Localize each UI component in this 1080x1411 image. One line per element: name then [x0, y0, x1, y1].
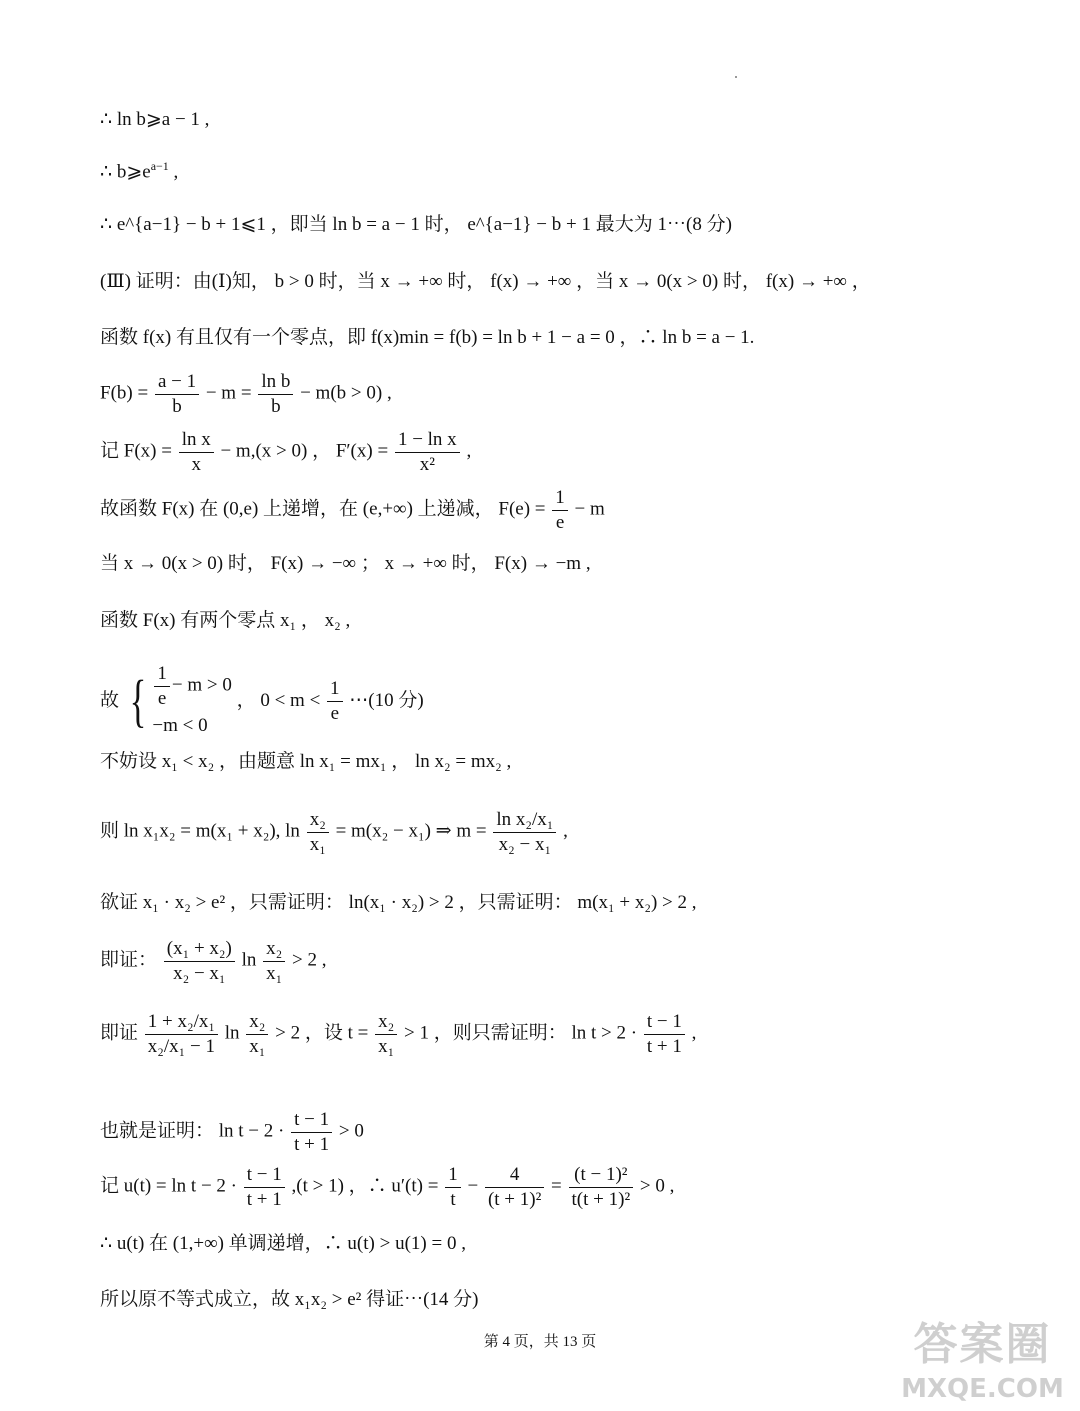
page-footer: 第 4 页，共 13 页 — [483, 1334, 597, 1350]
line-8: 故函数 F(x) 在 (0,e) 上递增，在 (e,+∞) 上递减， F(e) = $\frac{1}{e}$ − m — [100, 487, 605, 533]
inequality-system: $\frac{1}{e}$ − m > 0 −m < 0 — [152, 663, 232, 736]
line-12: 不妨设 x₁ < x₂ ，由题意 ln x₁ = mx₁ ， ln x₂ = mx₂ , — [100, 751, 512, 772]
line-10: 函数 F(x) 有两个零点 x₁ ， x₂ , — [100, 610, 351, 631]
line-7: 记 F(x) = $\frac{\text{ln x}}{x}$ − m,(x > 0) ， F′(x) = $\frac{\text{1 − ln x}}{\text{x²}}$ , — [100, 429, 472, 475]
line-2: ∴ $b⩾e^{a-1}$ , — [100, 159, 179, 183]
line-5: 函数 f(x) 有且仅有一个零点，即 f(x)min = f(b) = ln b + 1 − a = 0 ，∴ ln b = a − 1. — [100, 327, 755, 348]
line-18: 记 u(t) = ln t − 2 · $\frac{t - 1}{t + 1}$ ,(t > 1) ，∴ u′(t) = $\frac{1}{t}$ − $\frac{4}{\text{(t + 1)²}}$ = $\frac{\text{(t − 1)²}}{\text{t(t + 1)²}}$ > 0 , — [100, 1164, 675, 1210]
line-6: F(b) = $\frac{a - 1}{b}$ − m = $\frac{\text{ln b}}{b}$ − m(b > 0) , — [100, 371, 392, 417]
line-17: 也就是证明： ln t − 2 · $\frac{t - 1}{t + 1}$ > 0 — [100, 1109, 364, 1155]
watermark-url: MXQE.COM — [901, 1374, 1064, 1404]
line-11: 故 { $\frac{1}{e}$ − m > 0 −m < 0 ， 0 < m < $\frac{1}{e}$ ⋯(10 分) — [100, 662, 424, 741]
line-3: ∴ e^{a−1} − b + 1⩽1 ，即当 ln b = a − 1 时， e^{a−1} − b + 1 最大为 1⋯(8 分) — [100, 214, 732, 235]
line-13: 则 ln x₁x₂ = m(x₁ + x₂), ln $\frac{\text{x₂}}{\text{x₁}}$ = m(x₂ − x₁) ⇒ m = $\frac{\text{ln x₂/x₁}}{\text{x₂ − x₁}}$ , — [100, 809, 568, 855]
line-4: (Ⅲ) 证明：由(Ⅰ)知， b > 0 时，当 x → +∞ 时， f(x) → +∞ ，当 x → 0(x > 0) 时， f(x) → +∞ ， — [100, 271, 871, 292]
line-1: ∴ ln b⩾a − 1 , — [100, 109, 210, 130]
line-9: 当 x → 0(x > 0) 时， F(x) → −∞ ； x → +∞ 时， F(x) → −m , — [100, 553, 591, 574]
watermark — [895, 1308, 1070, 1408]
line-16: 即证 $\frac{\text{1 + x₂/x₁}}{\text{x₂/x₁ − 1}}$ ln $\frac{\text{x₂}}{\text{x₁}}$ > 2 ，设 t = $\frac{\text{x₂}}{\text{x₁}}$ > 1 ，则只需证明： ln t > 2 · $\frac{t - 1}{t + 1}$ , — [100, 1011, 697, 1057]
stray-dot — [735, 76, 737, 78]
left-brace: { — [129, 668, 147, 734]
line-20: 所以原不等式成立，故 x₁x₂ > e² 得证⋯(14 分) — [100, 1289, 479, 1310]
watermark-logo: 答案圈 — [913, 1319, 1052, 1370]
line-15: 即证： $\frac{\text{(x₁ + x₂)}}{\text{x₂ − x₁}}$ ln $\frac{\text{x₂}}{\text{x₁}}$ > 2 , — [100, 938, 327, 984]
line-14: 欲证 x₁ · x₂ > e² ，只需证明： ln(x₁ · x₂) > 2 ，只需证明： m(x₁ + x₂) > 2 , — [100, 892, 697, 913]
line-19: ∴ u(t) 在 (1,+∞) 单调递增，∴ u(t) > u(1) = 0 , — [100, 1233, 466, 1254]
